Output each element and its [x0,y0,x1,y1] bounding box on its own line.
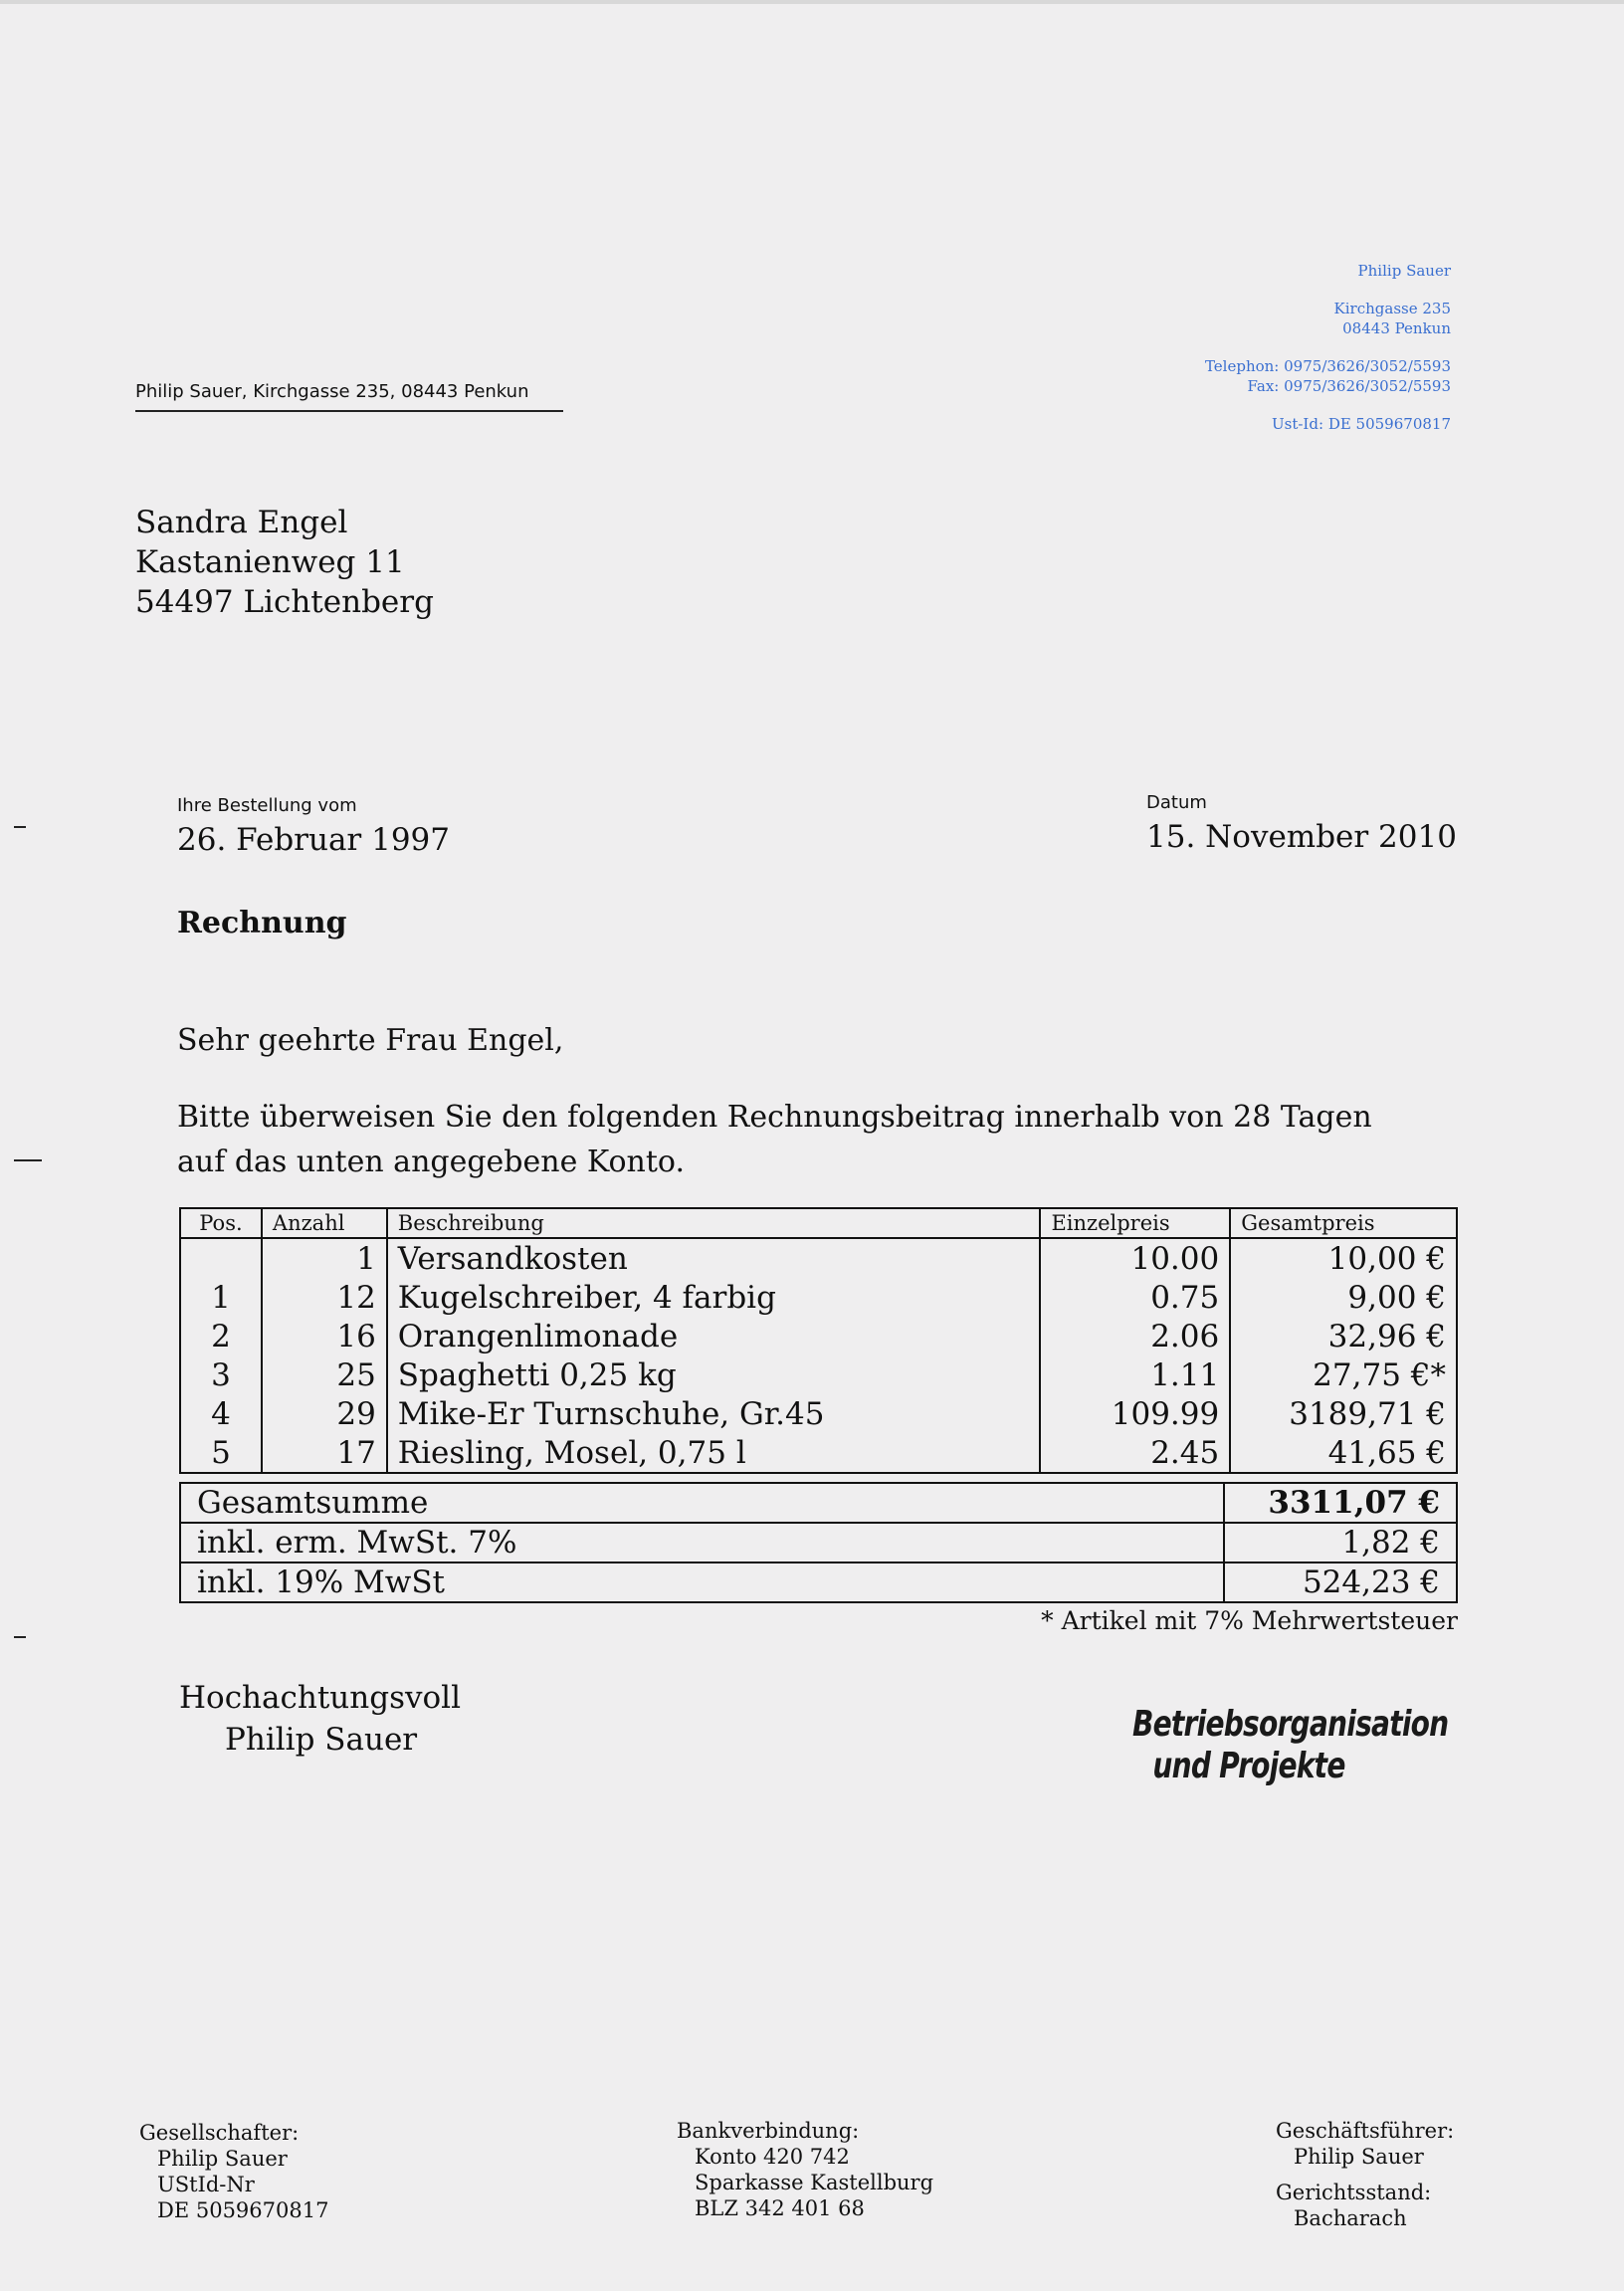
cell-description: Orangenlimonade [387,1317,1041,1355]
cell-qty: 12 [262,1278,387,1317]
recipient-city: 54497 Lichtenberg [135,584,434,620]
cell-qty: 1 [262,1238,387,1278]
vat-footnote: * Artikel mit 7% Mehrwertsteuer [1041,1606,1458,1635]
cell-pos: 1 [180,1278,262,1317]
document-title: Rechnung [177,906,347,940]
stamp-line: Betriebsorganisation [1132,1704,1449,1745]
cell-description: Versandkosten [387,1238,1041,1278]
sender-return-address: Philip Sauer, Kirchgasse 235, 08443 Penkun [135,381,563,412]
salutation: Sehr geehrte Frau Engel, [177,1023,564,1058]
body-line: Bitte überweisen Sie den folgenden Rechnungsbeitrag innerhalb von 28 Tagen [177,1100,1372,1135]
footer-title: Gerichtsstand: [1276,2181,1432,2204]
cell-total-price: 41,65 € [1230,1433,1457,1473]
ust-label: Ust-Id: [1272,415,1324,433]
letterhead-city: 08443 Penkun [1342,319,1451,337]
cell-description: Riesling, Mosel, 0,75 l [387,1433,1041,1473]
cell-unit-price: 10.00 [1040,1238,1230,1278]
header-description: Beschreibung [387,1208,1041,1238]
closing-phrase: Hochachtungsvoll [179,1680,461,1716]
vat7-row [180,1523,1457,1562]
cell-unit-price: 109.99 [1040,1394,1230,1433]
cell-description: Spaghetti 0,25 kg [387,1355,1041,1394]
cell-total-price: 3189,71 € [1230,1394,1457,1433]
footer-line: UStId-Nr [157,2173,255,2196]
cell-total-price: 32,96 € [1230,1317,1457,1355]
cell-pos: 4 [180,1394,262,1433]
grand-total-value: 3311,07 € [1224,1483,1457,1523]
letterhead-ust [993,414,1451,434]
header-pos: Pos. [180,1208,262,1238]
table-row [180,1355,1457,1394]
grand-total-row [180,1483,1457,1523]
table-row [180,1317,1457,1355]
recipient-address [135,503,434,622]
cell-description: Mike-Er Turnschuhe, Gr.45 [387,1394,1041,1433]
footer-line: DE 5059670817 [157,2198,329,2222]
cell-total-price: 10,00 € [1230,1238,1457,1278]
fax-value: 0975/3626/3052/5593 [1284,377,1451,395]
letterhead-phone [993,356,1451,376]
footer-line: Konto 420 742 [695,2145,850,2169]
header-qty: Anzahl [262,1208,387,1238]
cell-unit-price: 0.75 [1040,1278,1230,1317]
phone-value: 0975/3626/3052/5593 [1284,357,1451,375]
closing [179,1677,461,1761]
footer-title: Gesellschafter: [139,2121,300,2145]
vat19-label: inkl. 19% MwSt [180,1562,1224,1602]
letterhead-name: Philip Sauer [1357,262,1451,280]
company-stamp [1132,1704,1449,1787]
cell-unit-price: 1.11 [1040,1355,1230,1394]
cell-unit-price: 2.45 [1040,1433,1230,1473]
footer-partners [139,2120,328,2223]
cell-qty: 25 [262,1355,387,1394]
footer-line: Philip Sauer [1294,2145,1424,2169]
cell-pos: 2 [180,1317,262,1355]
ust-value: DE 5059670817 [1327,415,1451,433]
cell-total-price: 27,75 €* [1230,1355,1457,1394]
cell-qty: 17 [262,1433,387,1473]
order-date-label: Ihre Bestellung vom [177,795,357,816]
vat19-row [180,1562,1457,1602]
recipient-street: Kastanienweg 11 [135,544,405,580]
vat7-label: inkl. erm. MwSt. 7% [180,1523,1224,1562]
footer-title: Geschäftsführer: [1276,2119,1455,2143]
footer-title: Bankverbindung: [677,2119,860,2143]
body-line: auf das unten angegebene Konto. [177,1145,685,1179]
cell-qty: 29 [262,1394,387,1433]
table-row [180,1394,1457,1433]
cell-pos: 5 [180,1433,262,1473]
top-border [0,0,1624,4]
letterhead [993,261,1451,434]
items-table [179,1207,1458,1474]
signer-name: Philip Sauer [225,1722,418,1758]
order-date: 26. Februar 1997 [177,822,450,858]
table-row [180,1278,1457,1317]
totals-table [179,1482,1458,1603]
stamp-line: und Projekte [1152,1746,1345,1786]
body-text [177,1095,1471,1184]
fax-label: Fax: [1247,377,1280,395]
cell-description: Kugelschreiber, 4 farbig [387,1278,1041,1317]
header-unit-price: Einzelpreis [1040,1208,1230,1238]
footer-line: Sparkasse Kastellburg [695,2171,934,2194]
cell-qty: 16 [262,1317,387,1355]
cell-total-price: 9,00 € [1230,1278,1457,1317]
invoice-date: 15. November 2010 [1146,819,1457,855]
header-total-price: Gesamtpreis [1230,1208,1457,1238]
vat19-value: 524,23 € [1224,1562,1457,1602]
vat7-value: 1,82 € [1224,1523,1457,1562]
cell-unit-price: 2.06 [1040,1317,1230,1355]
fold-mark [14,826,26,828]
letterhead-street: Kirchgasse 235 [1333,300,1451,317]
table-row [180,1238,1457,1278]
invoice-date-label: Datum [1146,792,1207,813]
punch-mark [14,1159,42,1161]
fold-mark [14,1636,26,1638]
table-header-row [180,1208,1457,1238]
cell-pos: 3 [180,1355,262,1394]
footer-line: Bacharach [1294,2206,1407,2230]
recipient-name: Sandra Engel [135,505,348,540]
footer-line: BLZ 342 401 68 [695,2196,865,2220]
footer-line: Philip Sauer [157,2147,288,2171]
letterhead-fax [993,376,1451,396]
grand-total-label: Gesamtsumme [180,1483,1224,1523]
table-row [180,1433,1457,1473]
footer-management [1276,2118,1454,2231]
cell-pos [180,1238,262,1278]
footer-bank [677,2118,933,2221]
phone-label: Telephon: [1204,357,1280,375]
